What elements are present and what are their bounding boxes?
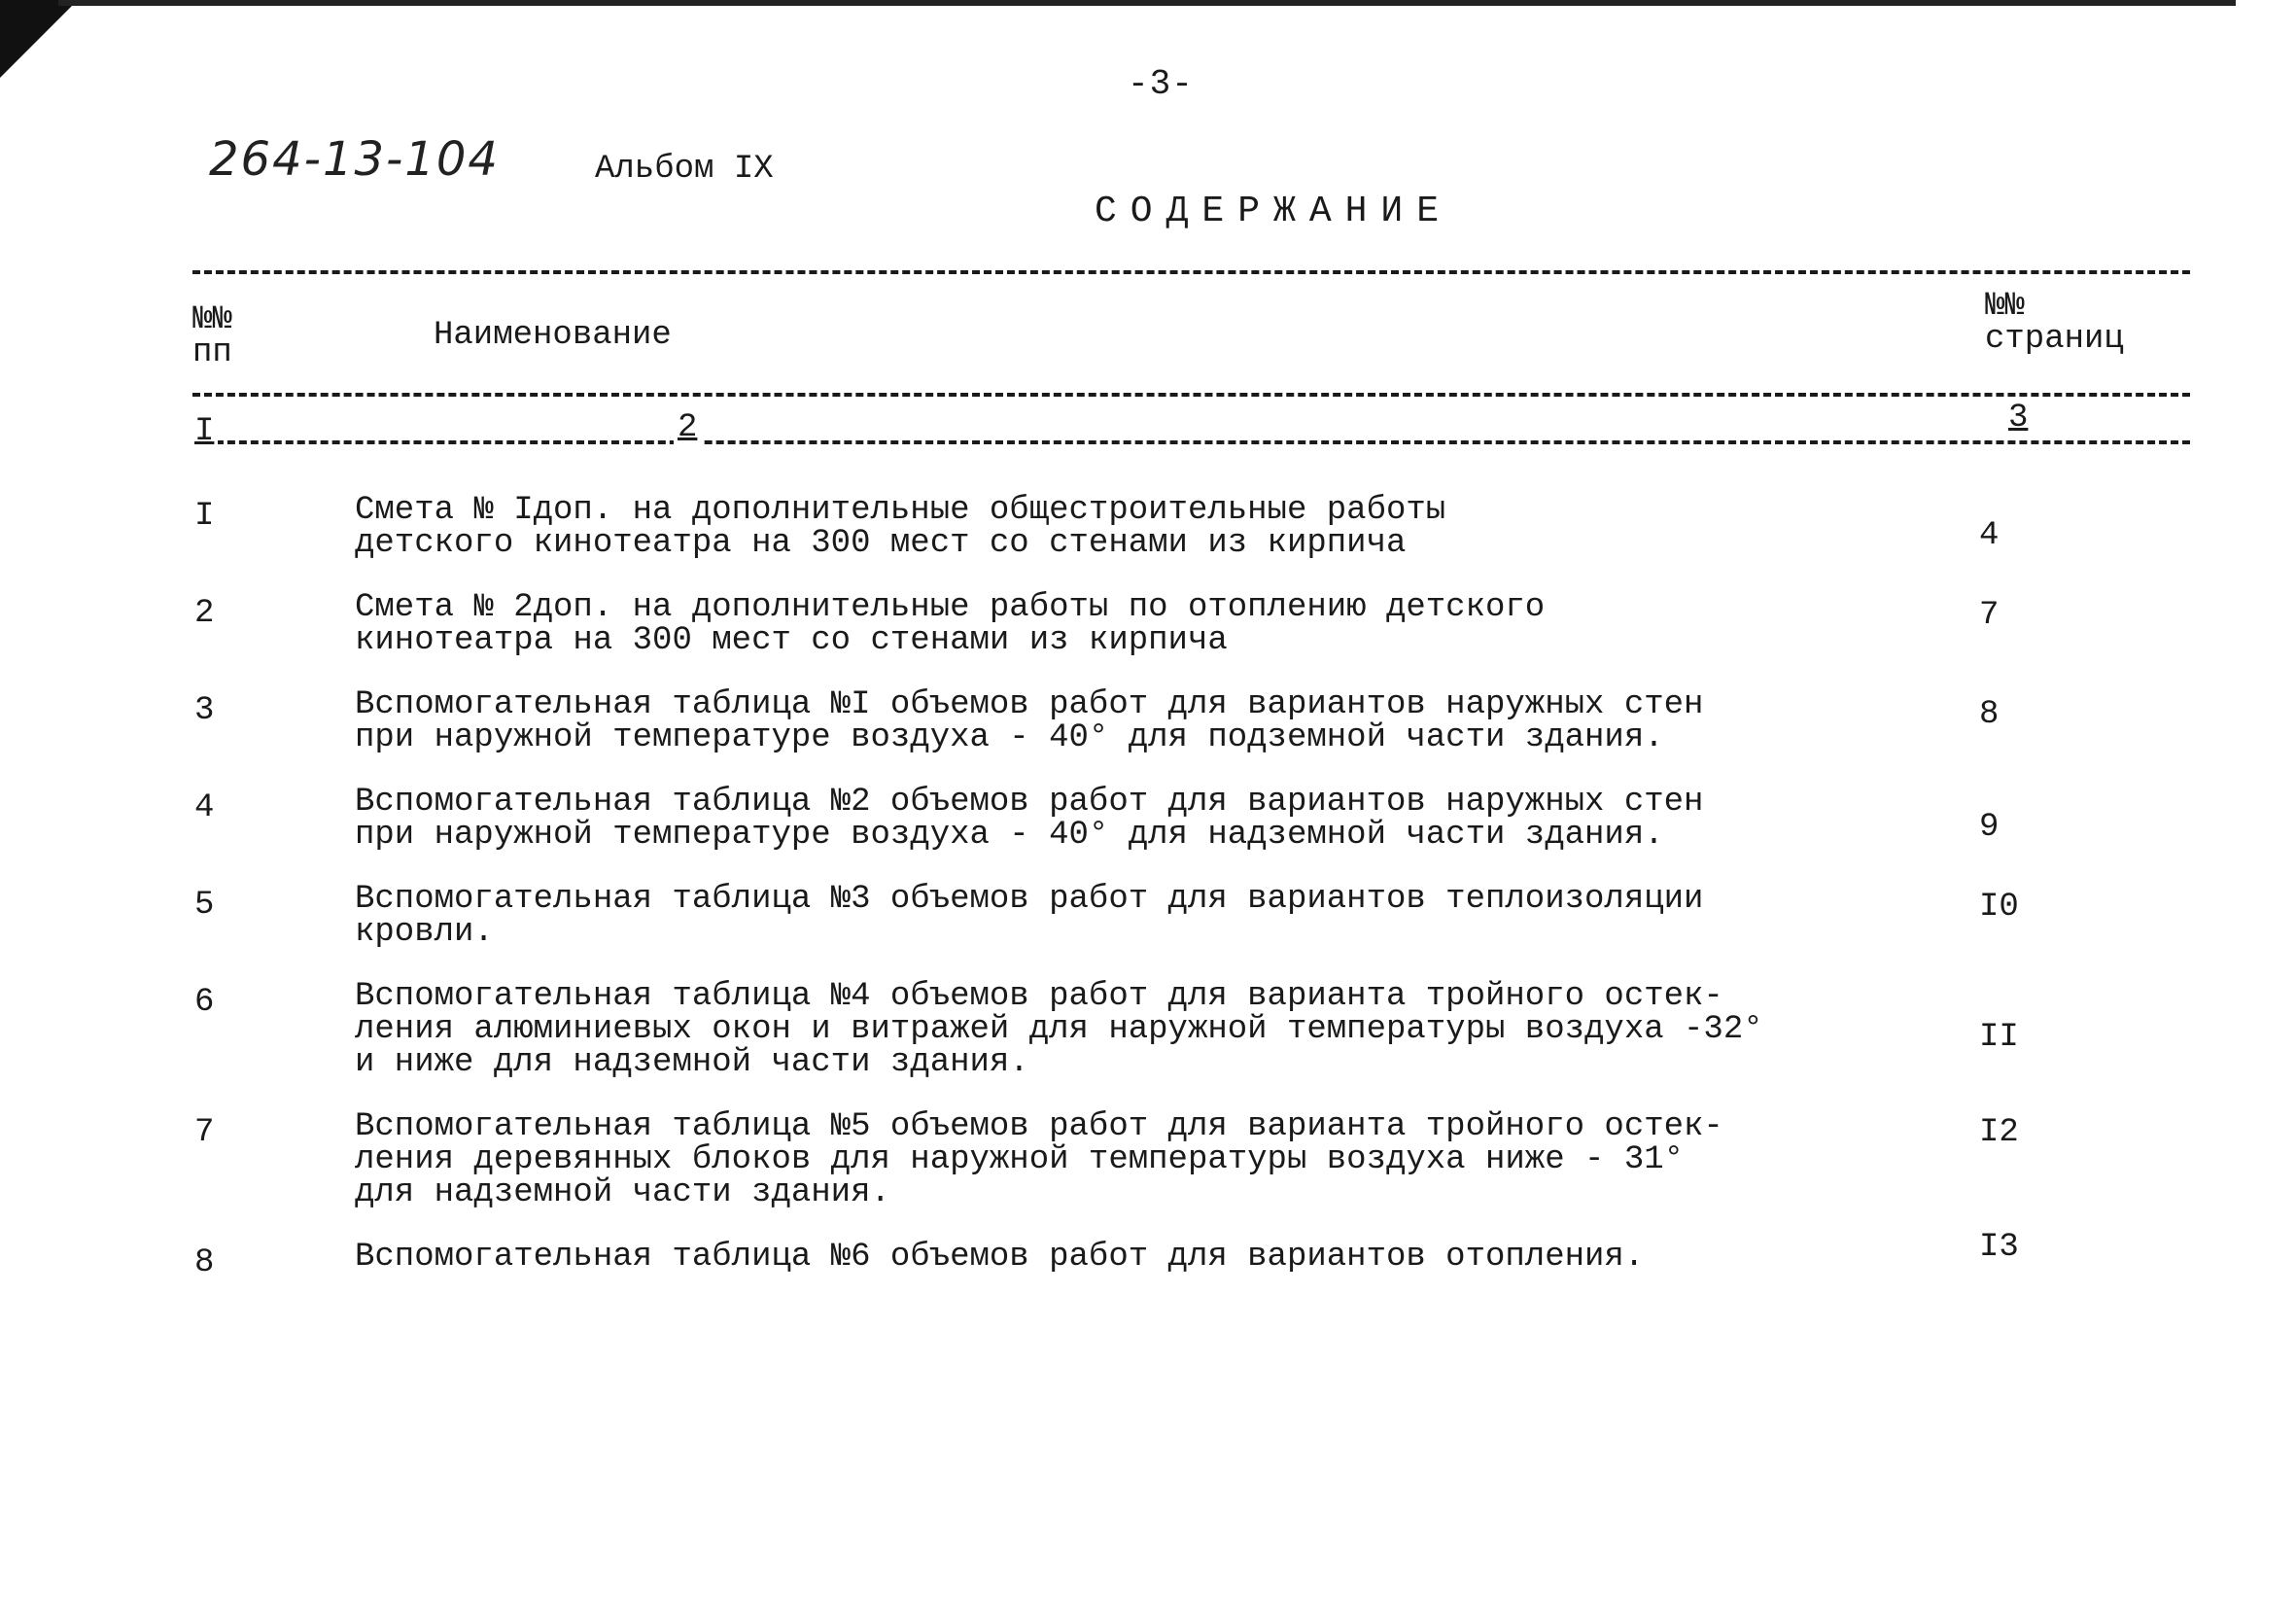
page-corner-shadow xyxy=(0,0,78,78)
page-number: -3- xyxy=(1128,64,1194,104)
contents-title: СОДЕРЖАНИЕ xyxy=(1095,191,1453,232)
row-7-number: 7 xyxy=(194,1114,215,1151)
row-5-page: I0 xyxy=(1979,889,2019,926)
row-6-text: Вспомогательная таблица №4 объемов работ для варианта тройного остек- ления алюминиевых окон и витражей для наружной температуры воздуха -32° и ниже для надземной части здания. xyxy=(355,978,1763,1081)
table-top-divider xyxy=(192,270,2190,274)
row-4-page: 9 xyxy=(1979,809,2000,846)
row-8-number: 8 xyxy=(194,1244,215,1281)
album-label: Альбом IX xyxy=(595,151,774,188)
row-8-text: Вспомогательная таблица №6 объемов работ для вариантов отопления. xyxy=(355,1239,1645,1276)
page-top-edge xyxy=(58,0,2236,6)
header-name: Наименование xyxy=(434,317,672,354)
column-number-3: 3 xyxy=(2004,400,2032,437)
row-2-page: 7 xyxy=(1979,597,2000,634)
row-6-number: 6 xyxy=(194,984,215,1021)
header-pages xyxy=(1985,290,2179,356)
row-2-number: 2 xyxy=(194,595,215,632)
column-number-1: I xyxy=(191,413,218,450)
header-bottom-divider xyxy=(192,393,2190,397)
row-1-number: I xyxy=(194,498,215,535)
row-8-page: I3 xyxy=(1979,1229,2019,1266)
row-1-text: Смета № Iдоп. на дополнительные общестроительные работы детского кинотеатра на 300 мест со стенами из кирпича xyxy=(355,492,1446,562)
header-pages-label: №№ страниц xyxy=(1985,288,2124,358)
row-6-page: II xyxy=(1979,1019,2019,1056)
row-4-text: Вспомогательная таблица №2 объемов работ для вариантов наружных стен при наружной температуре воздуха - 40° для надземной части здания. xyxy=(355,784,1704,854)
row-7-page: I2 xyxy=(1979,1114,2019,1151)
header-item-number-label: №№ пп xyxy=(192,301,232,371)
row-1-page: 4 xyxy=(1979,517,2000,554)
header-item-number xyxy=(192,303,270,369)
row-5-number: 5 xyxy=(194,887,215,924)
row-3-number: 3 xyxy=(194,692,215,729)
row-5-text: Вспомогательная таблица №3 объемов работ для вариантов теплоизоляции кровли. xyxy=(355,881,1704,951)
row-2-text: Смета № 2доп. на дополнительные работы по отоплению детского кинотеатра на 300 мест со стенами из кирпича xyxy=(355,589,1546,659)
column-numbers-divider xyxy=(192,440,2190,444)
row-7-text: Вспомогательная таблица №5 объемов работ для варианта тройного остек- ления деревянных блоков для наружной температуры воздуха ниже - 31° для надземной части здания. xyxy=(355,1108,1723,1211)
row-3-text: Вспомогательная таблица №I объемов работ для вариантов наружных стен при наружной температуре воздуха - 40° для подземной части здания. xyxy=(355,686,1704,756)
row-3-page: 8 xyxy=(1979,696,2000,733)
row-4-number: 4 xyxy=(194,789,215,826)
document-code: 264-13-104 xyxy=(209,132,500,187)
column-number-2: 2 xyxy=(674,409,701,446)
